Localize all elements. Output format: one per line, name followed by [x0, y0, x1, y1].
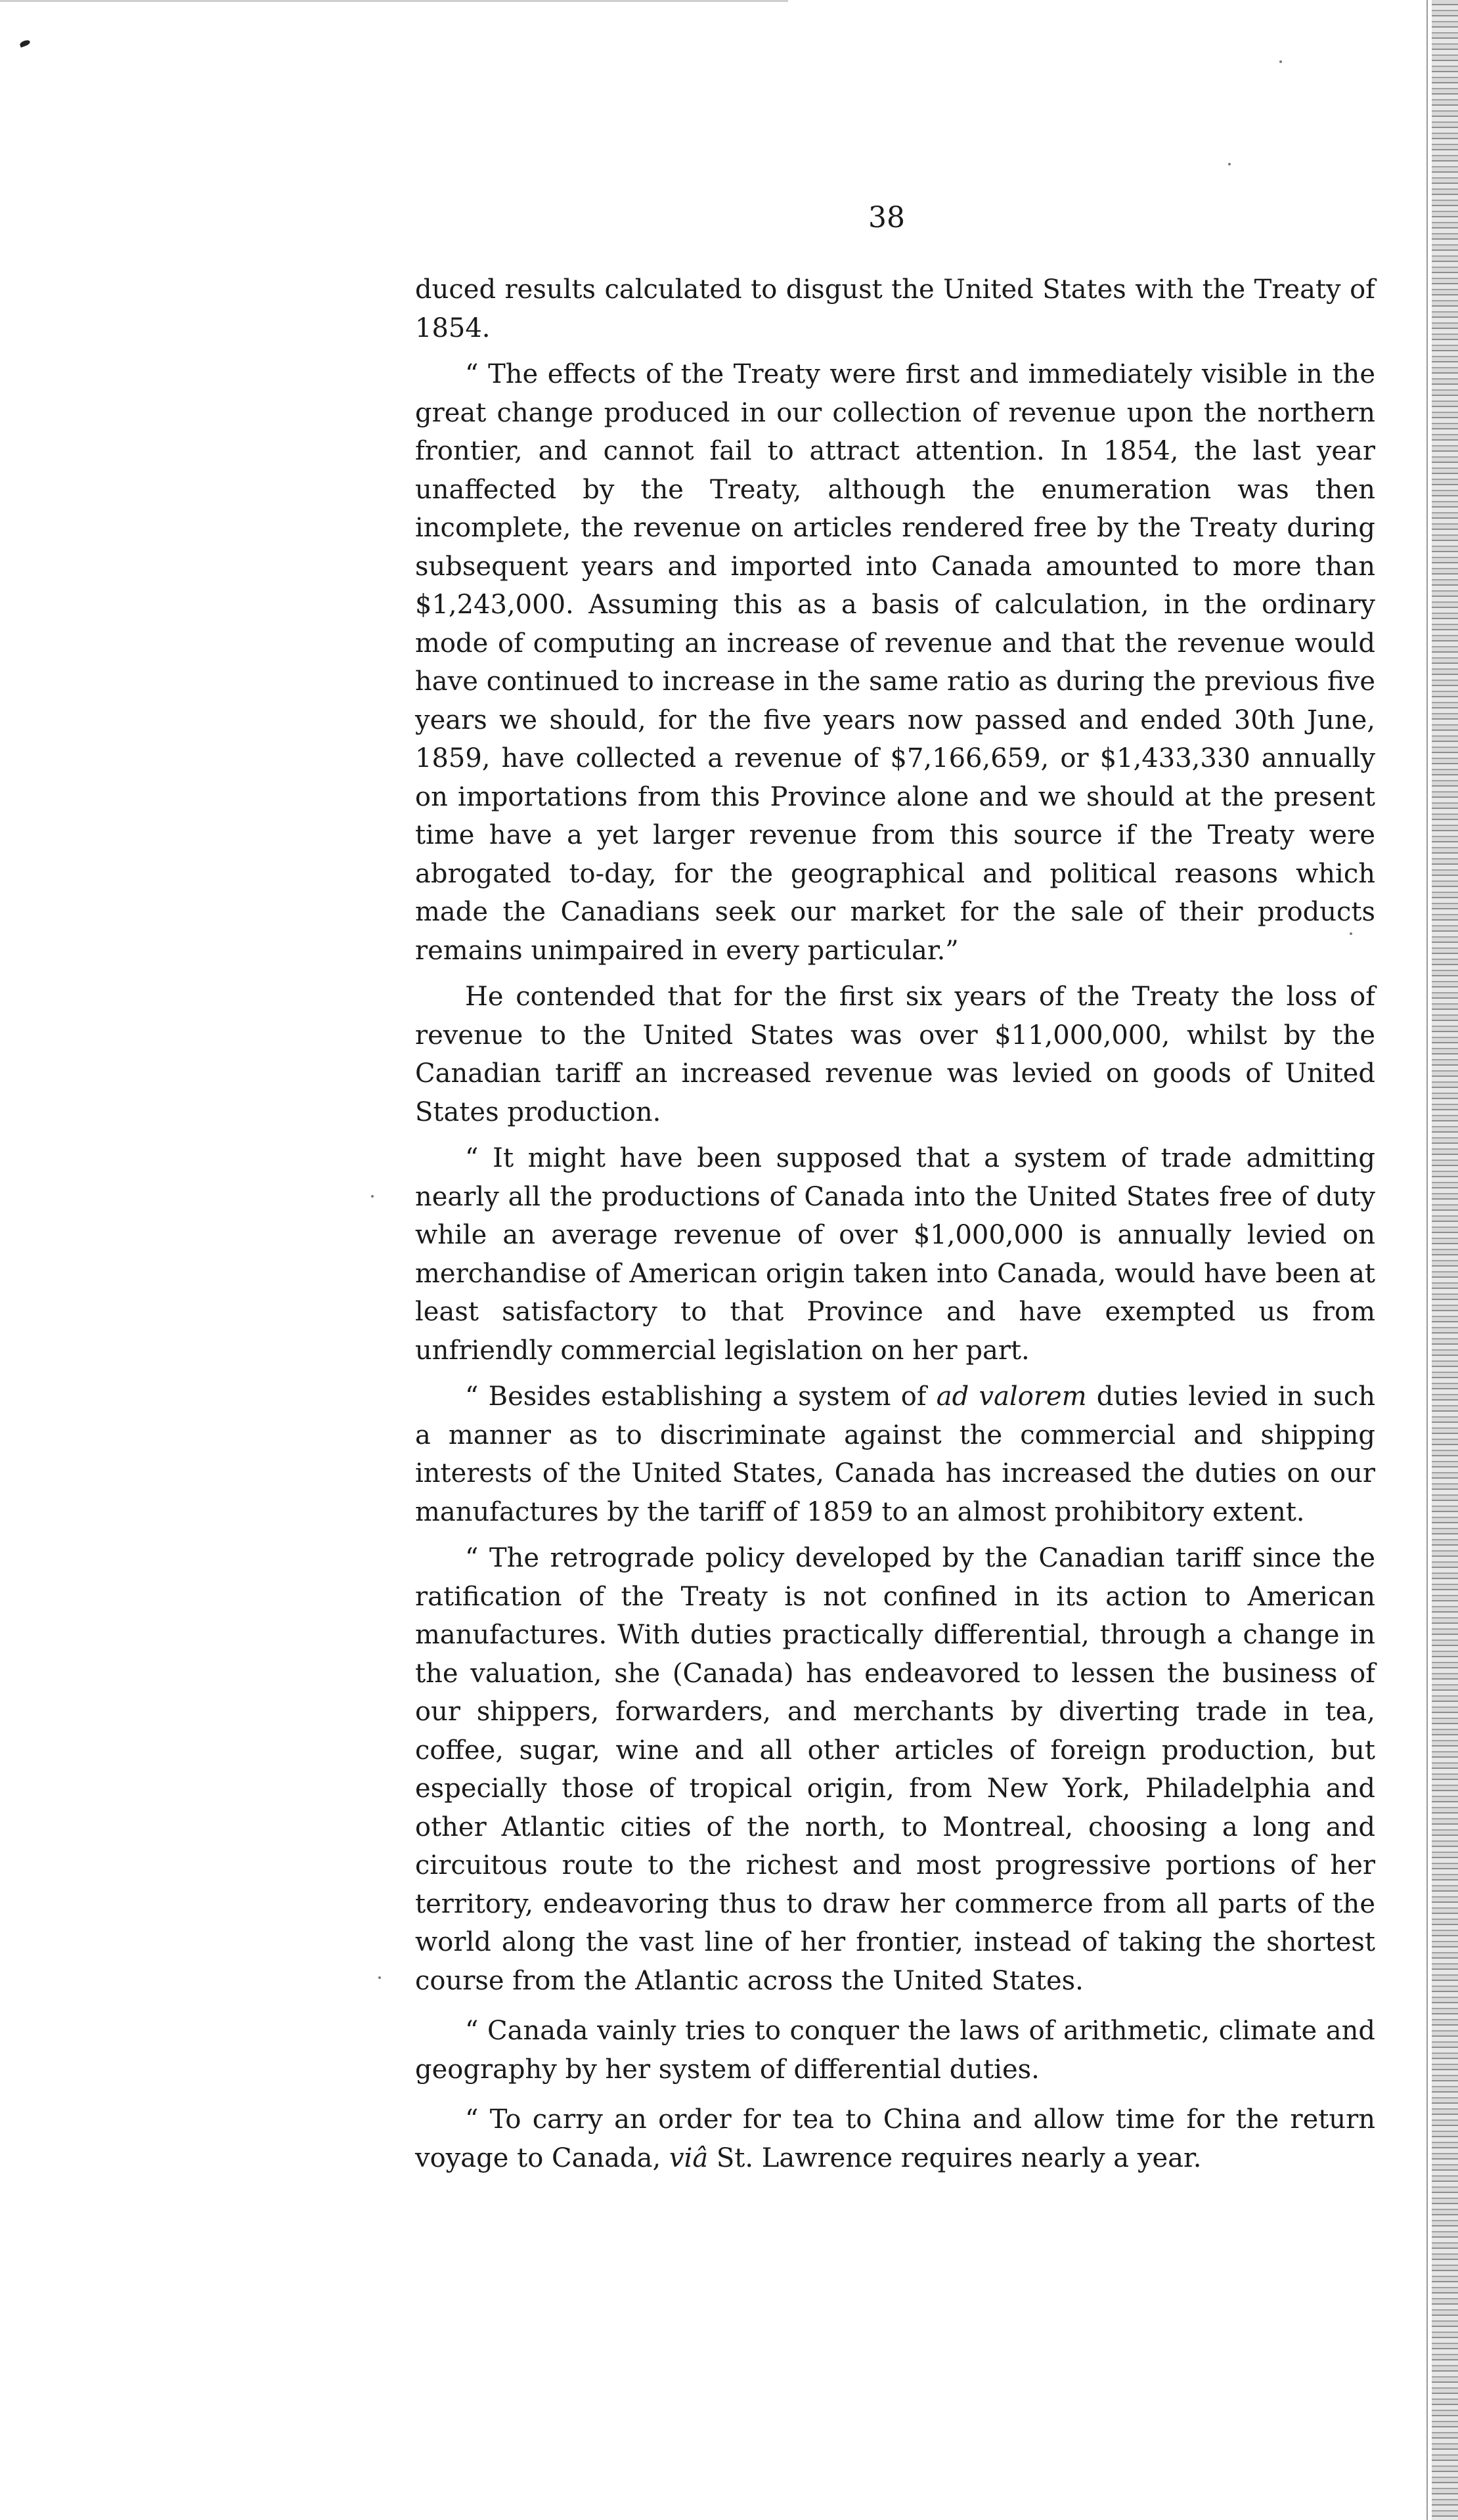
paragraph-tea-voyage: “ To carry an order for tea to China and allow time for the return voyage to Canada, viâ St. Lawrence requires nearly a year.: [415, 2104, 1375, 2173]
scan-speck: [371, 1195, 374, 1198]
paragraph-revenue-loss: He contended that for the first six years of the Treaty the loss of revenue to the United States was over $11,000,000, whilst by the Canadian tariff an increased revenue was levied on goods of United States production.: [415, 982, 1375, 1127]
paragraph-trade-system: “ It might have been supposed that a system of trade admitting nearly all the productions of Canada into the United States free of duty while an average revenue of over $1,000,000 is annually levied on merchandise of American origin taken into Canada, would have been at least satisfactory to that Province and have exempted us from unfriendly commercial legislation on her part.: [415, 1143, 1375, 1366]
italic-term: ad valorem: [936, 1381, 1087, 1412]
scan-speck: [1228, 163, 1231, 165]
page-edge-line: [1426, 0, 1428, 2520]
page-number: 38: [868, 201, 905, 234]
paragraph-retrograde-policy: “ The retrograde policy developed by the Canadian tariff since the ratification of the Treaty is not confined in its action to American manufactures. With duties practically differential, through a change in the valuation, she (Canada) has endeavored to lessen the business of our shippers, forwarders, and merchants by diverting trade in tea, coffee, sugar, wine and all other articles of foreign production, but especially those of tropical origin, from New York, Philadelphia and other Atlantic cities of the north, to Montreal, choosing a long and circuitous route to the richest and most progressive portions of her territory, endeavoring thus to draw her commerce from all parts of the world along the vast line of her frontier, instead of taking the shortest course from the Atlantic across the United States.: [415, 1543, 1375, 1996]
paragraph-continuation: duced results calculated to disgust the United States with the Treaty of 1854.: [415, 274, 1375, 343]
paragraph-ad-valorem: “ Besides establishing a system of ad valorem duties levied in such a manner as to discriminate against the commercial and shipping interests of the United States, Canada has increased the duties on our manufactures by the tariff of 1859 to an almost prohibitory extent.: [415, 1381, 1375, 1527]
top-scan-rule: [0, 0, 788, 2]
paragraph-treaty-effects: “ The effects of the Treaty were first and immediately visible in the great change produced in our collection of revenue upon the northern frontier, and cannot fail to attract attention. In 1854, the last year unaffected by the Treaty, although the enumeration was then incomplete, the revenue on articles rendered free by the Treaty during subsequent years and imported into Canada amounted to more than $1,243,000. Assuming this as a basis of calculation, in the ordinary mode of computing an increase of revenue and that the revenue would have continued to increase in the same ratio as during the previous five years we should, for the five years now passed and ended 30th June, 1859, have collected a revenue of $7,166,659, or $1,433,330 annually on importations from this Province alone and we should at the present time have a yet larger revenue from this source if the Treaty were abrogated to-day, for the geographical and political reasons which made the Canadians seek our market for the sale of their products remains unimpaired in every particular.”: [415, 359, 1375, 966]
page-binding-edge: [1432, 0, 1458, 2520]
ink-mark: [19, 39, 31, 48]
paragraph-differential-duties: “ Canada vainly tries to conquer the laws of arithmetic, climate and geography by her system of differential duties.: [415, 2016, 1375, 2085]
page-body: [415, 271, 1375, 2177]
scan-speck: [1279, 60, 1282, 63]
scan-speck: [378, 1976, 381, 1979]
italic-term: viâ: [669, 2142, 709, 2173]
